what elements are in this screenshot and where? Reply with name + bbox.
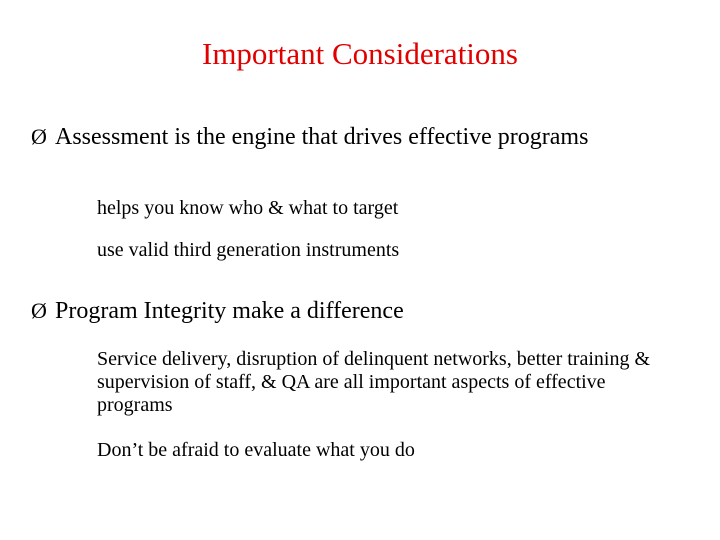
sub-bullet-text: Don’t be afraid to evaluate what you do: [97, 439, 415, 461]
sub-bullet-text: helps you know who & what to target: [97, 197, 399, 219]
arrow-bullet-icon: Ø: [31, 124, 47, 149]
bullet-item: [31, 123, 655, 151]
arrow-bullet-icon: Ø: [31, 298, 47, 323]
bullet-text: Program Integrity make a difference: [55, 298, 404, 324]
sub-bullet-text: use valid third generation instruments: [97, 239, 400, 261]
bullet-item: [31, 297, 655, 325]
bullet-text: Assessment is the engine that drives effective programs: [55, 124, 589, 150]
sub-bullet-text: Service delivery, disruption of delinquent networks, better training & supervision of staff, & QA are all important aspects of effective programs: [97, 348, 651, 416]
slide-title: Important Considerations: [202, 36, 518, 71]
